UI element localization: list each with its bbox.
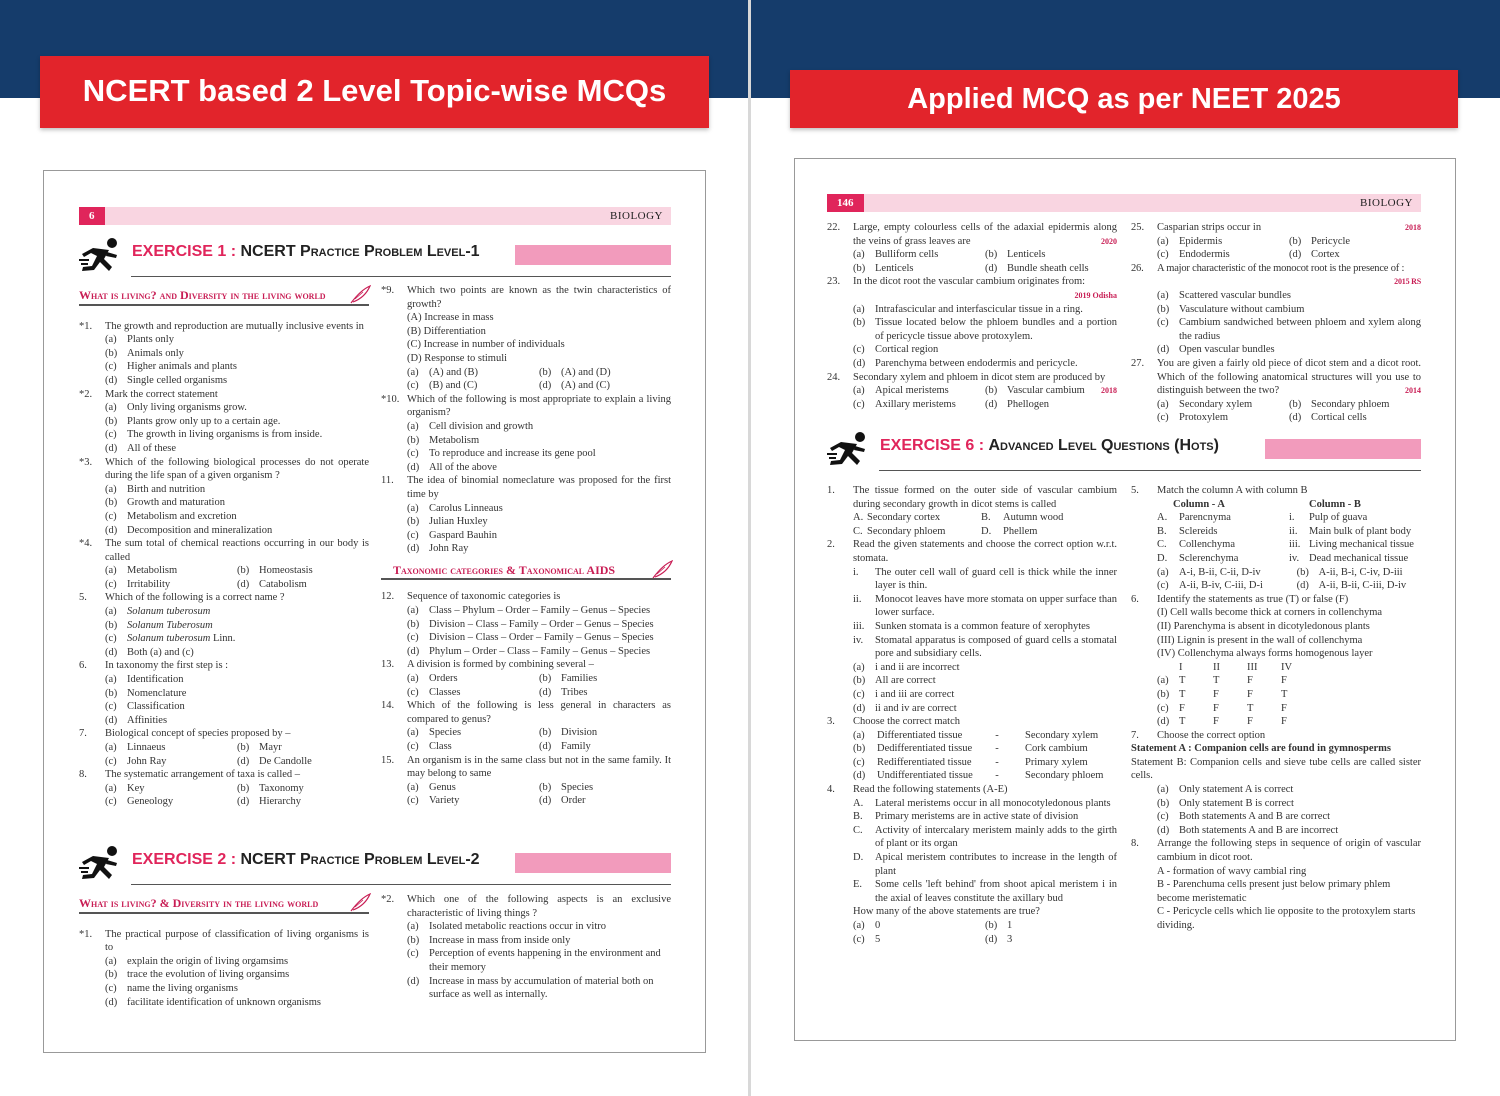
statement-item: (B) Differentiation	[407, 325, 486, 337]
option-b: (b) Animals only	[105, 347, 184, 359]
option-a: (a) Identification	[105, 674, 184, 686]
statement-b: Statement B: Companion cells and sieve tube cells are called sister cells.	[1131, 756, 1421, 782]
question-item: 23. In the dicot root the vascular cambium originates from: 2019 Odisha	[827, 276, 1117, 300]
option-a: (a) Cell division and growth	[407, 420, 534, 432]
exercise-6-heading	[827, 431, 1421, 471]
question-item: *10. Which of the following is most appropriate to explain a living organism?	[381, 393, 671, 419]
option-d: (d) Increase in mass by accumulation of material both on surface as well as internally.	[407, 975, 654, 1001]
runner-icon	[79, 845, 125, 885]
exercise-1-bar	[515, 245, 671, 265]
option-row: (c) Protoxylem (d) Cortical cells	[1157, 412, 1367, 424]
right-column-3	[827, 484, 1117, 946]
question-item: 2. Read the given statements and choose the correct option w.r.t. stomata.	[827, 539, 1117, 564]
statement-item: A. Lateral meristems occur in all monocotyledonous plants	[853, 797, 1111, 809]
question-item: 12. Sequence of taxonomic categories is	[381, 591, 561, 603]
option-row: (c) Geneology (d) Hierarchy	[105, 796, 301, 808]
subject-label: BIOLOGY	[1360, 197, 1413, 209]
question-item: 11. The idea of binomial nomeclature was proposed for the first time by	[381, 475, 671, 500]
match-row: D. Sclerenchyma iv. Dead mechanical tissue	[1157, 552, 1409, 564]
option-a: (a) Scattered vascular bundles	[1157, 289, 1291, 301]
right-column-4	[1131, 484, 1421, 933]
statement-item: (IV) Collenchyma always forms homogenous layer	[1157, 648, 1373, 660]
left-column-4	[381, 893, 671, 1002]
exercise-6-title: EXERCISE 6 : Advanced Level Questions (Hots)	[880, 437, 1219, 454]
option-row: (c) John Ray (d) De Candolle	[105, 755, 312, 767]
option-c: (c) Solanum tuberosum Linn.	[105, 633, 236, 645]
question-item: 6. Identify the statements as true (T) or false (F)	[1131, 593, 1349, 605]
tf-option-a: (a) T T F F	[1157, 675, 1287, 687]
option-b: (b) trace the evolution of living organsims	[105, 969, 290, 981]
match-row: A. Parencnyma i. Pulp of guava	[1157, 512, 1368, 524]
question-item: 8. The systematic arrangement of taxa is called –	[79, 769, 301, 781]
option-row: (c) Irritability (d) Catabolism	[105, 578, 307, 590]
option-a: (a) Birth and nutrition	[105, 483, 206, 495]
match-row: C. Collenchyma iii. Living mechanical tissue	[1157, 539, 1414, 551]
question-item: 6. In taxonomy the first step is :	[79, 660, 229, 672]
question-item: *3. Which of the following biological processes do not operate during the life span of a given organism ?	[79, 456, 369, 482]
exercise-2-title: EXERCISE 2 : NCERT Practice Problem Level-2	[132, 851, 480, 868]
exercise-2-heading	[79, 845, 671, 885]
match-row: (b) Dedifferentiated tissue - Cork cambium	[853, 743, 1088, 755]
option-row: (c) Endodermis (d) Cortex	[1157, 249, 1340, 261]
statement-item: E. Some cells 'left behind' from shoot apical meristem i in the axial of leaves constitute the axillary bud	[853, 879, 1117, 904]
option-c: (c) i and iii are correct	[853, 688, 955, 700]
tf-option-c: (c) F F T F	[1157, 702, 1287, 714]
question-item: *9. Which two points are known as the twin characteristics of growth?	[381, 285, 671, 310]
left-column-1	[79, 289, 369, 809]
right-banner: Applied MCQ as per NEET 2025	[790, 70, 1458, 128]
question-item: *1. The practical purpose of classification of living organisms is to	[79, 928, 369, 954]
question-item: 25. Casparian strips occur in 2018	[1131, 222, 1421, 233]
left-column-2	[381, 284, 671, 808]
option-c: (c) name the living organisms	[105, 982, 238, 994]
option-a: (a) Solanum tuberosum	[105, 606, 211, 618]
option-row: (a) Apical meristems (b) Vascular cambium 2018	[853, 385, 1117, 397]
option-b: (b) Julian Huxley	[407, 516, 488, 528]
match-header: Column - A Column - B	[1173, 498, 1361, 510]
option-row: (a) Secondary xylem (b) Secondary phloem	[1157, 398, 1390, 410]
option-c: (c) Cortical region	[853, 344, 939, 356]
option-row: (b) Lenticels (d) Bundle sheath cells	[853, 262, 1089, 274]
option-b: (b) Increase in mass from inside only	[407, 934, 571, 946]
option-row: (c) Class (d) Family	[407, 741, 591, 752]
option-d: (d) Both statements A and B are incorrect	[1157, 824, 1339, 836]
option-b: (b) Tissue located below the phloem bundles and a portion of pericycle tissue above protoxylem.	[853, 317, 1117, 342]
section-heading-3: What is living? & Diversity in the living world	[79, 897, 369, 914]
left-book-page	[43, 170, 706, 1053]
option-row: C. Secondary phloem D. Phellem	[853, 525, 1038, 537]
page-header-strip	[79, 207, 671, 225]
option-b: (b) Nomenclature	[105, 687, 187, 699]
option-b: (b) Only statement B is correct	[1157, 797, 1294, 809]
question-item: 14. Which of the following is less general in characters as compared to genus?	[381, 700, 671, 725]
match-row: (d) Undifferentiated tissue - Secondary phloem	[853, 770, 1104, 782]
option-d: (d) Both (a) and (c)	[105, 646, 194, 658]
tf-option-b: (b) T F F T	[1157, 688, 1288, 700]
option-a: (a) Intrafascicular and interfascicular tissue in a ring.	[853, 303, 1083, 315]
option-c: (c) Gaspard Bauhin	[407, 529, 497, 541]
option-row: (a) Metabolism (b) Homeostasis	[105, 565, 313, 577]
option-row: (a) (A) and (B) (b) (A) and (D)	[407, 366, 611, 378]
runner-icon	[827, 431, 873, 471]
question-item: 22. Large, empty colourless cells of the adaxial epidermis along the veins of grass leaves are 2020	[827, 222, 1117, 247]
option-a: (a) Class – Phylum – Order – Family – Genus – Species	[407, 605, 651, 617]
question-item: 27. You are given a fairly old piece of dicot stem and a dicot root. Which of the following anatomical structures will you use to distinguish between the two? 2014	[1131, 357, 1421, 397]
subject-label: BIOLOGY	[610, 210, 663, 222]
option-b: (b) All are correct	[853, 675, 936, 687]
page-number: 6	[79, 207, 105, 225]
statement-item: iii. Sunken stomata is a common feature of xerophytes	[853, 620, 1090, 632]
option-b: (b) Plants grow only up to a certain age.	[105, 415, 281, 427]
match-row: (c) Redifferentiated tissue - Primary xylem	[853, 756, 1088, 768]
option-c: (c) Division – Class – Order – Family – Genus – Species	[407, 632, 654, 644]
question-prompt: How many of the above statements are true?	[853, 906, 1040, 918]
option-c: (c) Cambium sandwiched between phloem and xylem along the radius	[1157, 317, 1421, 342]
statement-item: B. Primary meristems are in active state of division	[853, 811, 1079, 823]
statement-item: (I) Cell walls become thick at corners in collenchyma	[1157, 607, 1383, 619]
right-column-2	[1131, 221, 1421, 425]
option-a: (a) Carolus Linneaus	[407, 502, 503, 514]
question-item: 7. Choose the correct option	[1131, 729, 1266, 741]
option-b: (b) Solanum Tuberosum	[105, 619, 213, 631]
option-row: A. Secondary cortex B. Autumn wood	[853, 512, 1064, 524]
statement-item: C. Activity of intercalary meristem mainly adds to the girth of plant or its organ	[853, 824, 1117, 850]
option-d: (d) Open vascular bundles	[1157, 344, 1275, 356]
feather-icon	[349, 285, 371, 305]
question-item: 15. An organism is in the same class but not in the same family. It may belong to same	[381, 754, 671, 780]
option-d: (d) Single celled organisms	[105, 374, 228, 386]
option-row: (a) Species (b) Division	[407, 727, 598, 739]
right-book-page	[794, 158, 1456, 1041]
sequence-item: B - Parenchuma cells present just below primary phlem become meristematic	[1157, 879, 1391, 904]
option-b: (b) Vasculature without cambium	[1157, 303, 1305, 315]
page-number: 146	[827, 194, 864, 212]
exercise-6-bar	[1265, 439, 1421, 459]
page-divider	[748, 0, 751, 1096]
option-row: (c) Variety (d) Order	[407, 795, 586, 807]
question-item: 7. Biological concept of species proposed by –	[79, 728, 291, 740]
exercise-1-heading	[79, 237, 671, 277]
option-c: (c) Both statements A and B are correct	[1157, 811, 1331, 823]
statement-item: D. Apical meristem contributes to increase in the length of plant	[853, 852, 1117, 877]
option-c: (c) To reproduce and increase its gene pool	[407, 448, 596, 460]
statement-item: (C) Increase in number of individuals	[407, 339, 565, 351]
option-c: (c) Metabolism and excretion	[105, 510, 237, 522]
statement-item: (D) Response to stimuli	[407, 352, 508, 364]
option-row: (a) Orders (b) Families	[407, 673, 598, 685]
option-row: (a) Bulliform cells (b) Lenticels	[853, 249, 1046, 261]
question-item: *1. The growth and reproduction are mutually inclusive events in	[79, 320, 364, 332]
question-item: 24. Secondary xylem and phloem in dicot stem are produced by	[827, 371, 1106, 383]
option-row: (a) Genus (b) Species	[407, 781, 594, 793]
option-c: (c) Classification	[105, 701, 185, 713]
option-row: (c) A-ii, B-iv, C-iii, D-i (d) A-ii, B-ii, C-iii, D-iv	[1157, 580, 1407, 592]
option-a: (a) Isolated metabolic reactions occur in vitro	[407, 921, 606, 933]
option-row: (c) Axillary meristems (d) Phellogen	[853, 398, 1049, 410]
left-banner: NCERT based 2 Level Topic-wise MCQs	[40, 56, 709, 128]
question-item: 13. A division is formed by combining several –	[381, 659, 594, 671]
sequence-item: A - formation of wavy cambial ring	[1157, 865, 1307, 877]
question-item: 1. The tissue formed on the outer side of vascular cambium during secondary growth in dicot stems is called	[827, 485, 1117, 510]
exercise-6-rule	[879, 470, 1421, 471]
right-column-1	[827, 221, 1117, 411]
question-item: 5. Match the column A with column B	[1131, 485, 1308, 496]
option-d: (d) John Ray	[407, 543, 469, 555]
question-item: 26. A major characteristic of the monocot root is the presence of : 2015 RS	[1131, 262, 1421, 287]
question-item: *2. Mark the correct statement	[79, 388, 218, 400]
feather-icon	[651, 560, 673, 580]
match-row: (a) Differentiated tissue - Secondary xylem	[853, 729, 1099, 741]
option-row: (a) 0 (b) 1	[853, 920, 1013, 931]
option-row: (a) Epidermis (b) Pericycle	[1157, 235, 1351, 247]
match-row: B. Sclereids ii. Main bulk of plant body	[1157, 525, 1412, 537]
statement-item: i. The outer cell wall of guard cell is thick while the inner layer is thin.	[853, 566, 1117, 592]
statement-item: iv. Stomatal apparatus is composed of guard cells a stomatal pore and subsidiary cells.	[853, 634, 1117, 660]
exercise-2-rule	[131, 884, 671, 885]
runner-icon	[79, 237, 125, 277]
page-header-strip	[827, 194, 1421, 212]
option-d: (d) All of the above	[407, 461, 497, 473]
sequence-item: C - Pericycle cells which lie opposite to the protoxylem starts dividing.	[1157, 906, 1416, 931]
option-row: (a) Linnaeus (b) Mayr	[105, 742, 282, 753]
exercise-1-title: EXERCISE 1 : NCERT Practice Problem Level-1	[132, 243, 480, 260]
statement-a: Statement A : Companion cells are found in gymnosperms	[1131, 743, 1391, 755]
tf-option-d: (d) T F F F	[1157, 716, 1287, 728]
statement-item: (A) Increase in mass	[407, 312, 494, 324]
option-c: (c) Perception of events happening in the environment and their memory	[407, 948, 661, 973]
section-heading-1: What is living? and Diversity in the living world	[79, 289, 369, 306]
feather-icon	[349, 893, 371, 913]
option-row: (c) Classes (d) Tribes	[407, 686, 588, 698]
exercise-2-bar	[515, 853, 671, 873]
question-item: *2. Which one of the following aspects is an exclusive characteristic of living things ?	[381, 894, 671, 919]
left-column-3	[79, 897, 369, 1009]
option-a: (a) Only statement A is correct	[1157, 784, 1294, 796]
option-c: (c) The growth in living organisms is from inside.	[105, 429, 323, 441]
option-row: (c) (B) and (C) (d) (A) and (C)	[407, 380, 610, 392]
option-d: (d) Phylum – Order – Class – Family – Genus – Species	[407, 645, 651, 657]
option-row: (a) A-i, B-ii, C-ii, D-iv (b) A-ii, B-i, C-iv, D-iii	[1157, 566, 1403, 578]
option-b: (b) Metabolism	[407, 434, 480, 446]
tf-header: I II III IV	[1179, 661, 1293, 673]
option-d: (d) facilitate identification of unknown organisms	[105, 996, 322, 1008]
option-row: (c) 5 (d) 3	[853, 933, 1013, 945]
statement-item: ii. Monocot leaves have more stomata on upper surface than lower surface.	[853, 593, 1117, 619]
option-a: (a) explain the origin of living orgamsims	[105, 955, 289, 967]
statement-item: (III) Lignin is present in the wall of collenchyma	[1157, 634, 1363, 646]
question-item: 4. Read the following statements (A-E)	[827, 784, 1008, 796]
statement-item: (II) Parenchyma is absent in dicotyledonous plants	[1157, 620, 1370, 632]
option-d: (d) Decomposition and mineralization	[105, 524, 273, 536]
option-b: (b) Growth and maturation	[105, 497, 225, 509]
option-b: (b) Division – Class – Family – Order – Genus – Species	[407, 618, 654, 630]
option-a: (a) i and ii are incorrect	[853, 661, 960, 673]
option-a: (a) Plants only	[105, 334, 174, 346]
option-a: (a) Only living organisms grow.	[105, 402, 247, 414]
option-c: (c) Higher animals and plants	[105, 361, 237, 373]
question-item: 8. Arrange the following steps in sequence of origin of vascular cambium in dicot root.	[1131, 838, 1421, 864]
question-item: 5. Which of the following is a correct name ?	[79, 592, 285, 604]
option-d: (d) ii and iv are correct	[853, 702, 957, 714]
section-heading-2: Taxonomic categories & Taxonomical AIDS	[381, 564, 671, 581]
option-d: (d) Parenchyma between endodermis and pericycle.	[853, 357, 1078, 369]
exercise-1-rule	[131, 276, 671, 277]
question-item: 3. Choose the correct match	[827, 716, 960, 728]
option-row: (a) Key (b) Taxonomy	[105, 782, 304, 794]
question-item: *4. The sum total of chemical reactions occurring in our body is called	[79, 538, 369, 563]
option-d: (d) Affinities	[105, 714, 168, 726]
option-d: (d) All of these	[105, 442, 176, 454]
